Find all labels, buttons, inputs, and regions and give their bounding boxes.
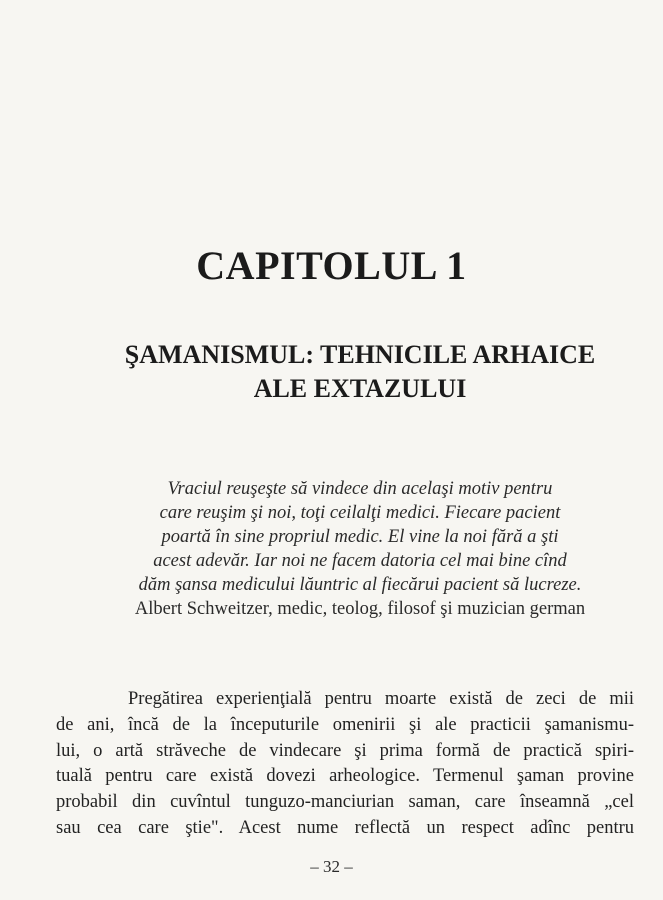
epigraph-line: Vraciul reuşeşte să vindece din acelaşi motiv pentru <box>167 479 553 499</box>
chapter-subtitle-line: ALE EXTAZULUI <box>253 374 467 403</box>
chapter-title: CAPITOLUL 1 <box>196 243 467 288</box>
epigraph-line: dăm şansa medicului lăuntric al fiecărui pacient să lucreze. <box>138 575 582 595</box>
body-line: lui, o artă străveche de vindecare şi prima formă de practică spiri- <box>56 740 634 761</box>
epigraph-line: acest adevăr. Iar noi ne facem datoria cel mai bine cînd <box>153 551 567 571</box>
chapter-subtitle <box>60 338 660 406</box>
epigraph-line: care reuşim şi noi, toţi ceilalţi medici. Fiecare pacient <box>159 503 561 523</box>
body-line: de ani, încă de la începuturile omenirii şi ale practicii şamanismu- <box>56 714 634 735</box>
body-line: tuală pentru care există dovezi arheologice. Termenul şaman provine <box>56 766 634 787</box>
epigraph <box>60 477 660 621</box>
body-line: sau cea care ştie". Acest nume reflectă un respect adînc pentru <box>56 817 634 838</box>
page-number: – 32 – <box>310 857 353 876</box>
body-paragraph <box>56 687 634 842</box>
chapter-subtitle-line: ŞAMANISMUL: TEHNICILE ARHAICE <box>124 340 596 369</box>
body-line: probabil din cuvîntul tunguzo-manciurian saman, care înseamnă „cel <box>56 792 634 813</box>
epigraph-line: poartă în sine propriul medic. El vine la noi fără a şti <box>161 527 559 547</box>
epigraph-attribution: Albert Schweitzer, medic, teolog, filosof şi muzician german <box>134 599 586 619</box>
body-line: Pregătirea experienţială pentru moarte există de zeci de mii <box>128 689 634 709</box>
